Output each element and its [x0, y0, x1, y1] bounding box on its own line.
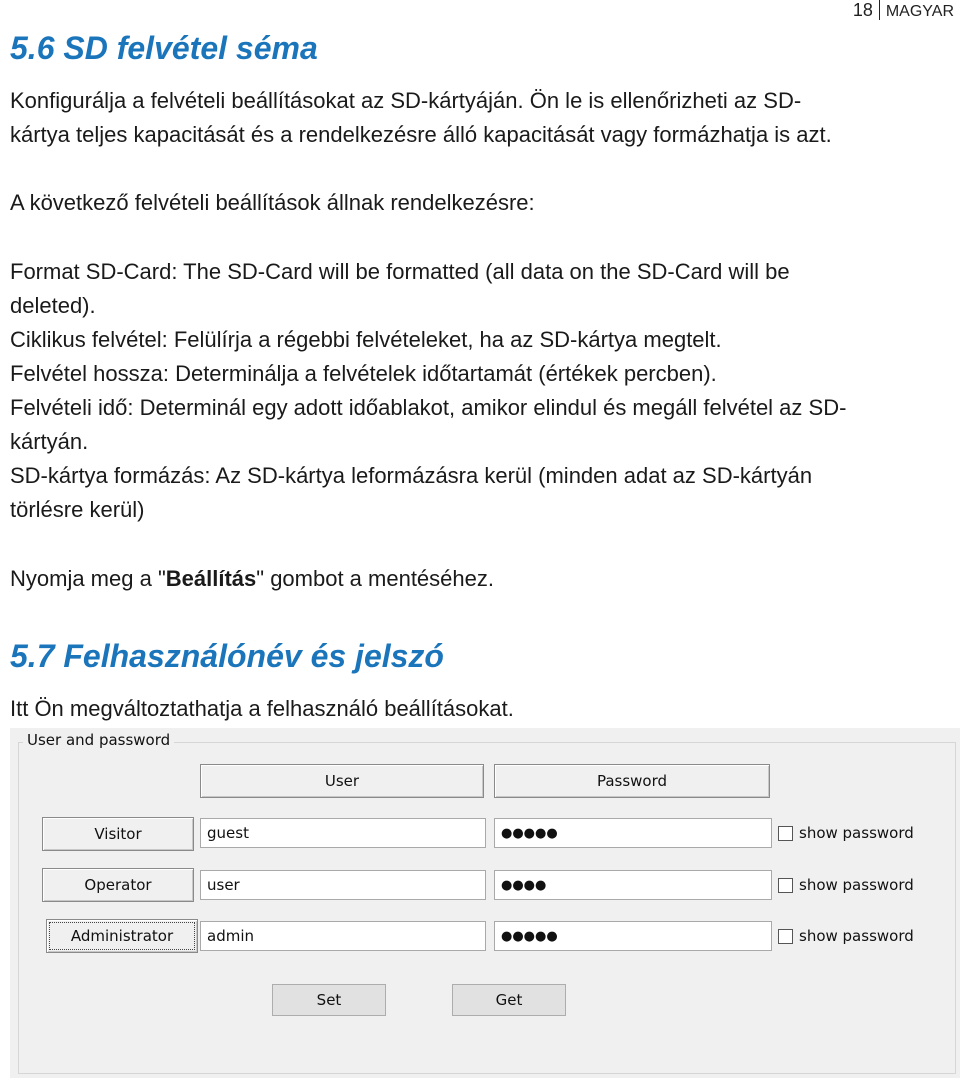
cyclic-recording-line: Ciklikus felvétel: Felülírja a régebbi felvételeket, ha az SD-kártya megtelt. [10, 327, 722, 352]
operator-show-password-checkbox[interactable] [778, 878, 793, 893]
group-box [18, 742, 956, 1074]
recording-time-line: kártyán. [10, 429, 89, 454]
administrator-username-input[interactable]: admin [200, 921, 486, 951]
column-header-password: Password [494, 764, 770, 798]
intro-line: kártya teljes kapacitását és a rendelkezésre álló kapacitását vagy formázhatja is azt. [10, 122, 832, 147]
operator-password-mask: ●●●● [501, 877, 547, 893]
user-settings-intro: Itt Ön megváltoztathatja a felhasználó beállításokat. [10, 696, 514, 721]
visitor-password-mask: ●●●●● [501, 825, 558, 841]
administrator-password-mask: ●●●●● [501, 928, 558, 944]
user-password-panel [10, 728, 960, 1078]
administrator-show-password[interactable] [778, 924, 914, 948]
operator-show-password[interactable] [778, 873, 914, 897]
role-label-operator: Operator [42, 868, 194, 902]
visitor-password-input[interactable] [494, 818, 772, 848]
section-title-sd-recording: 5.6 SD felvétel séma [10, 30, 318, 66]
operator-username-input[interactable]: user [200, 870, 486, 900]
role-label-visitor: Visitor [42, 817, 194, 851]
format-sd-line: Format SD-Card: The SD-Card will be formatted (all data on the SD-Card will be [10, 259, 790, 284]
sd-format-line: SD-kártya formázás: Az SD-kártya leformázásra kerül (minden adat az SD-kártyán [10, 463, 813, 488]
administrator-password-input[interactable] [494, 921, 772, 951]
page-number: 18 [853, 0, 880, 20]
language-label: MAGYAR [885, 3, 954, 20]
press-settings-text [10, 562, 950, 596]
show-password-label: show password [799, 927, 914, 945]
press-text-start: Nyomja meg a " [10, 566, 166, 591]
visitor-username-input[interactable]: guest [200, 818, 486, 848]
page-header [853, 0, 954, 21]
visitor-show-password-checkbox[interactable] [778, 826, 793, 841]
recording-time-line: Felvételi idő: Determinál egy adott időablakot, amikor elindul és megáll felvétel az SD- [10, 395, 847, 420]
role-label-administrator: Administrator [46, 919, 198, 953]
intro-line: Konfigurálja a felvételi beállításokat az SD-kártyáján. Ön le is ellenőrizheti az SD- [10, 88, 802, 113]
press-text-bold: Beállítás [165, 566, 257, 591]
settings-list [10, 255, 950, 527]
recording-length-line: Felvétel hossza: Determinálja a felvételek időtartamát (értékek percben). [10, 361, 717, 386]
show-password-label: show password [799, 824, 914, 842]
set-button[interactable]: Set [272, 984, 386, 1016]
column-header-user: User [200, 764, 484, 798]
intro-paragraph [10, 84, 950, 152]
format-sd-line: deleted). [10, 293, 96, 318]
section-title-user-password: 5.7 Felhasználónév és jelszó [10, 638, 444, 674]
show-password-label: show password [799, 876, 914, 894]
administrator-show-password-checkbox[interactable] [778, 929, 793, 944]
operator-password-input[interactable] [494, 870, 772, 900]
visitor-show-password[interactable] [778, 821, 914, 845]
available-settings-text: A következő felvételi beállítások állnak rendelkezésre: [10, 190, 535, 215]
get-button[interactable]: Get [452, 984, 566, 1016]
press-text-end: " gombot a mentéséhez. [256, 566, 494, 591]
group-title: User and password [23, 731, 174, 749]
sd-format-line: törlésre kerül) [10, 497, 145, 522]
